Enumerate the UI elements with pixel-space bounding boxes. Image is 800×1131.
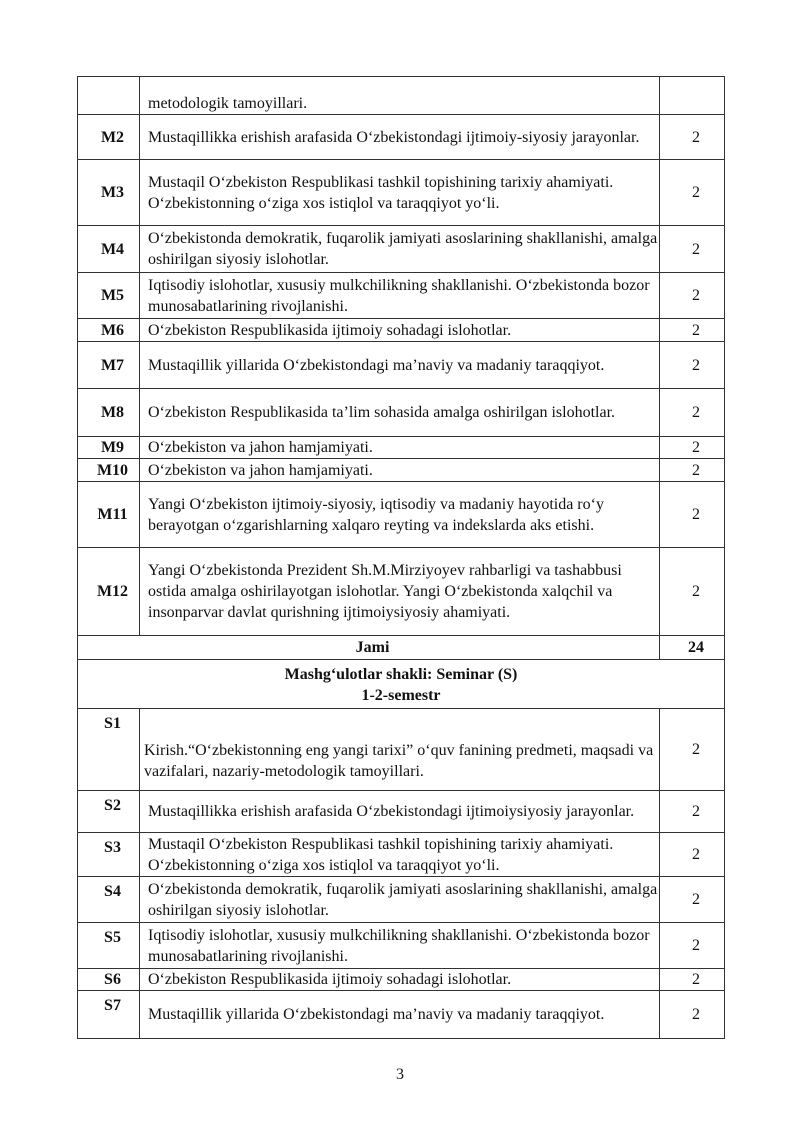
row-code: M9 [78, 437, 140, 459]
row-code: S3 [78, 833, 140, 877]
table-row [78, 877, 725, 923]
row-topic: Kirish.“O‘zbekistonning eng yangi tarixi” o‘quv fanining predmeti, maqsadi va vazifalari, nazariy-metodologik tamoyillari. [140, 709, 660, 791]
row-hours: 2 [660, 342, 725, 389]
row-hours: 2 [660, 833, 725, 877]
section-header-row [78, 660, 725, 709]
row-code: S7 [78, 991, 140, 1039]
row-hours: 2 [660, 160, 725, 226]
row-topic: Mustaqillik yillarida O‘zbekistondagi ma’naviy va madaniy taraqqiyot. [140, 991, 660, 1039]
row-code: M4 [78, 226, 140, 273]
row-code: S6 [78, 969, 140, 991]
row-hours: 2 [660, 877, 725, 923]
row-hours: 2 [660, 969, 725, 991]
row-code: S2 [78, 791, 140, 833]
page-number: 3 [396, 1066, 404, 1083]
row-topic: O‘zbekiston Respublikasida ijtimoiy sohadagi islohotlar. [140, 319, 660, 342]
row-topic: O‘zbekiston Respublikasida ta’lim sohasida amalga oshirilgan islohotlar. [140, 389, 660, 437]
row-code: M12 [78, 548, 140, 636]
row-code: M2 [78, 115, 140, 160]
table-row [78, 548, 725, 636]
table-row [78, 833, 725, 877]
row-topic: Yangi O‘zbekistonda Prezident Sh.M.Mirziyoyev rahbarligi va tashabbusi ostida amalga oshirilayotgan islohotlar. Yangi O‘zbekistonda xalqchil va insonparvar davlat qurishning ijtimoiysiyosiy ahamiyati. [140, 548, 660, 636]
row-hours: 2 [660, 991, 725, 1039]
row-topic: metodologik tamoyillari. [140, 77, 660, 115]
section-semester: 1-2-semestr [361, 687, 441, 704]
row-code: M11 [78, 482, 140, 548]
row-topic: O‘zbekistonda demokratik, fuqarolik jamiyati asoslarining shakllanishi, amalga oshirilgan siyosiy islohotlar. [140, 226, 660, 273]
row-hours: 2 [660, 482, 725, 548]
row-topic: O‘zbekiston va jahon hamjamiyati. [140, 437, 660, 459]
table-row [78, 273, 725, 319]
section-header [78, 660, 725, 709]
section-title: Mashg‘ulotlar shakli: Seminar (S) [284, 666, 518, 683]
row-hours: 2 [660, 226, 725, 273]
table-row [78, 319, 725, 342]
table-row [78, 342, 725, 389]
row-code: M7 [78, 342, 140, 389]
row-topic: O‘zbekistonda demokratik, fuqarolik jamiyati asoslarining shakllanishi, amalga oshirilgan siyosiy islohotlar. [140, 877, 660, 923]
row-code: M5 [78, 273, 140, 319]
row-topic: Mustaqil O‘zbekiston Respublikasi tashkil topishining tarixiy ahamiyati. O‘zbekistonning o‘ziga xos istiqlol va taraqqiyot yo‘li. [140, 833, 660, 877]
row-code: S5 [78, 923, 140, 969]
table-row [78, 437, 725, 459]
row-topic: Iqtisodiy islohotlar, xususiy mulkchilikning shakllanishi. O‘zbekistonda bozor munosabatlarining rivojlanishi. [140, 923, 660, 969]
table-row [78, 459, 725, 482]
row-hours: 2 [660, 115, 725, 160]
table-row [78, 709, 725, 791]
row-hours: 2 [660, 389, 725, 437]
row-hours: 2 [660, 273, 725, 319]
row-hours: 2 [660, 548, 725, 636]
row-topic: Iqtisodiy islohotlar, xususiy mulkchilikning shakllanishi. O‘zbekistonda bozor munosabatlarining rivojlanishi. [140, 273, 660, 319]
row-topic: O‘zbekiston va jahon hamjamiyati. [140, 459, 660, 482]
row-topic: O‘zbekiston Respublikasida ijtimoiy sohadagi islohotlar. [140, 969, 660, 991]
total-row [78, 636, 725, 660]
row-hours: 2 [660, 791, 725, 833]
row-hours: 2 [660, 923, 725, 969]
total-label: Jami [78, 636, 660, 660]
row-hours: 2 [660, 709, 725, 791]
row-code: M6 [78, 319, 140, 342]
table-row [78, 160, 725, 226]
row-code: S1 [78, 709, 140, 791]
row-topic: Mustaqillik yillarida O‘zbekistondagi ma’naviy va madaniy taraqqiyot. [140, 342, 660, 389]
row-hours: 2 [660, 319, 725, 342]
table-row [78, 923, 725, 969]
table-row [78, 389, 725, 437]
row-topic: Yangi O‘zbekiston ijtimoiy-siyosiy, iqtisodiy va madaniy hayotida ro‘y berayotgan o‘zgarishlarning xalqaro reyting va indekslarda aks etishi. [140, 482, 660, 548]
row-topic: Mustaqil O‘zbekiston Respublikasi tashkil topishining tarixiy ahamiyati. O‘zbekistonning o‘ziga xos istiqlol va taraqqiyot yo‘li. [140, 160, 660, 226]
row-code: M8 [78, 389, 140, 437]
total-hours: 24 [660, 636, 725, 660]
row-hours: 2 [660, 459, 725, 482]
syllabus-table [77, 76, 725, 1039]
row-hours: 2 [660, 437, 725, 459]
table-row [78, 791, 725, 833]
row-hours [660, 77, 725, 115]
row-code [78, 77, 140, 115]
table-row [78, 77, 725, 115]
row-code: S4 [78, 877, 140, 923]
table-row [78, 226, 725, 273]
table-row [78, 991, 725, 1039]
row-code: M3 [78, 160, 140, 226]
row-topic: Mustaqillikka erishish arafasida O‘zbekistondagi ijtimoiysiyosiy jarayonlar. [140, 791, 660, 833]
table-row [78, 115, 725, 160]
row-topic: Mustaqillikka erishish arafasida O‘zbekistondagi ijtimoiy-siyosiy jarayonlar. [140, 115, 660, 160]
table-row [78, 482, 725, 548]
row-code: M10 [78, 459, 140, 482]
table-row [78, 969, 725, 991]
